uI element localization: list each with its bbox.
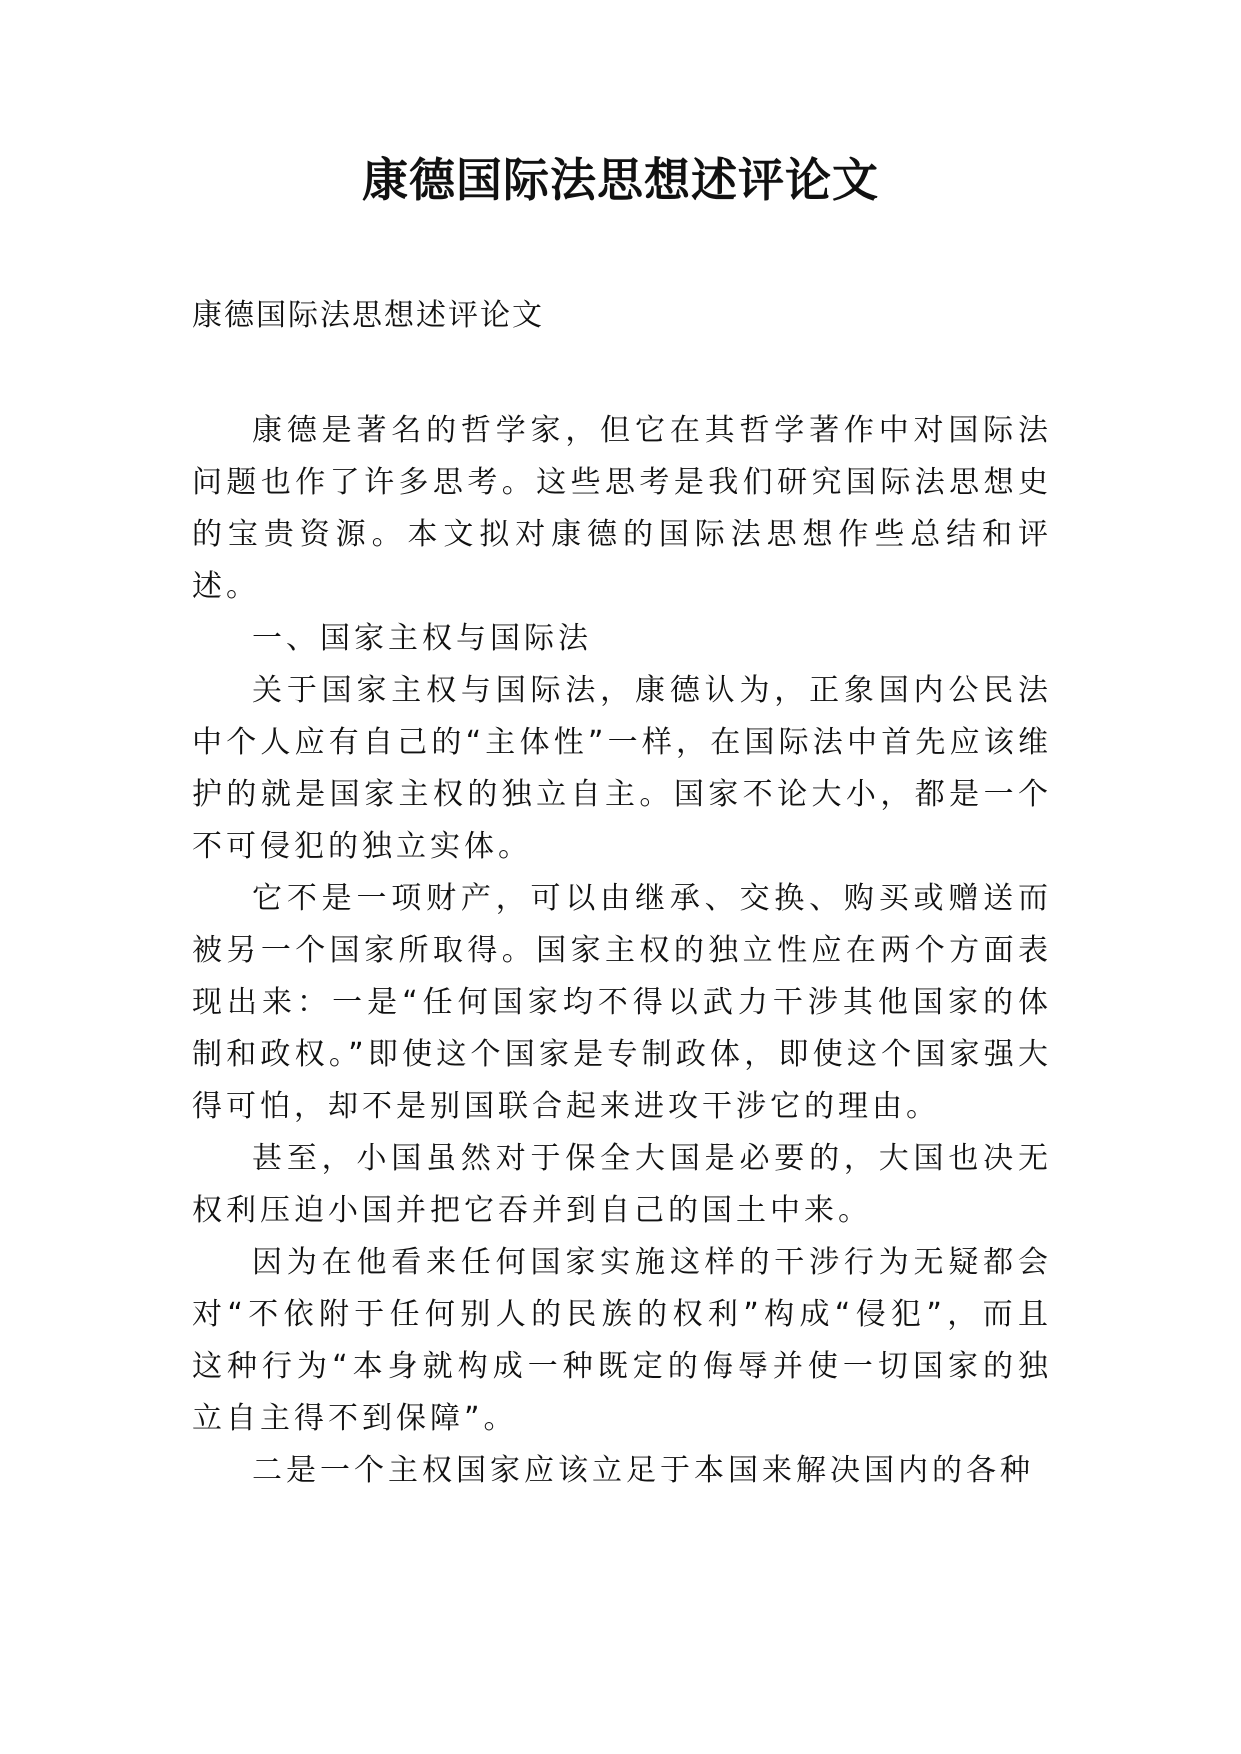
- document-body: [192, 405, 1052, 1497]
- paragraph: 二是一个主权国家应该立足于本国来解决国内的各种: [252, 1453, 1034, 1488]
- paragraph: 它不是一项财产，可以由继承、交换、购买或赠送而被另一个国家所取得。国家主权的独立性应在两个方面表现出来：一是“任何国家均不得以武力干涉其他国家的体制和政权。”即使这个国家是专制政体，即使这个国家强大得可怕，却不是别国联合起来进攻干涉它的理由。: [192, 881, 1052, 1124]
- document-subtitle: 康德国际法思想述评论文: [192, 298, 544, 333]
- paragraph: 因为在他看来任何国家实施这样的干涉行为无疑都会对“不依附于任何别人的民族的权利”构成“侵犯”，而且这种行为“本身就构成一种既定的侮辱并使一切国家的独立自主得不到保障”。: [192, 1245, 1052, 1436]
- paragraph: 关于国家主权与国际法，康德认为，正象国内公民法中个人应有自己的“主体性”一样，在国际法中首先应该维护的就是国家主权的独立自主。国家不论大小，都是一个不可侵犯的独立实体。: [192, 673, 1052, 864]
- paragraph: 甚至，小国虽然对于保全大国是必要的，大国也决无权利压迫小国并把它吞并到自己的国土中来。: [192, 1141, 1052, 1228]
- section-heading: 一、国家主权与国际法: [252, 621, 592, 656]
- document-title: 康德国际法思想述评论文: [362, 153, 879, 207]
- paragraph-intro: 康德是著名的哲学家，但它在其哲学著作中对国际法问题也作了许多思考。这些思考是我们研究国际法思想史的宝贵资源。本文拟对康德的国际法思想作些总结和评述。: [192, 413, 1052, 604]
